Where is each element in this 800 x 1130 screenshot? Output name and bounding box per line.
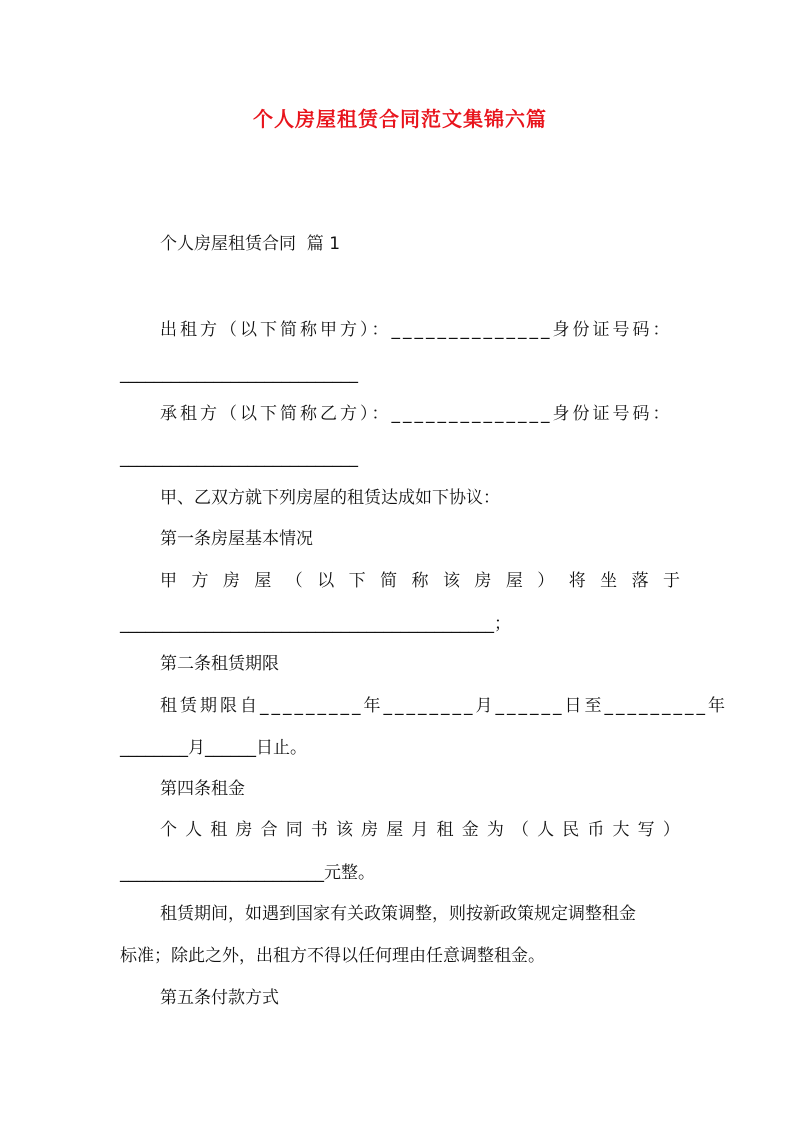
article-4-char: 月: [411, 820, 429, 840]
article-4-char: 合: [260, 820, 278, 840]
article-1-char: 以: [317, 571, 335, 591]
article-5-title: 第五条付款方式: [160, 988, 279, 1008]
article-4-char: 个: [160, 820, 177, 840]
article-4-char: 币: [587, 820, 605, 840]
article-2-line-2: ________月______日止。: [120, 738, 307, 758]
section-heading: 个人房屋租赁合同 篇 1: [160, 234, 341, 254]
article-4-char: 写: [637, 820, 655, 840]
article-4-char: 为: [486, 820, 504, 840]
article-4-char: ）: [662, 820, 680, 840]
article-4-title: 第四条租金: [160, 779, 245, 799]
article-1-char: 甲: [160, 571, 177, 591]
article-1-char: 方: [191, 571, 209, 591]
article-4-char: 书: [310, 820, 328, 840]
article-4-char: 同: [285, 820, 303, 840]
document-title: 个人房屋租赁合同范文集锦六篇: [253, 107, 547, 131]
article-1-char: 简: [380, 571, 398, 591]
agreement-line: 甲、乙双方就下列房屋的租赁达成如下协议：: [160, 488, 500, 508]
article-4-char: 人: [185, 820, 203, 840]
article-1-char: 屋: [505, 571, 523, 591]
article-4-text: [160, 818, 680, 842]
article-1-char: （: [285, 571, 303, 591]
article-4-paragraph-line-1: 租赁期间，如遇到国家有关政策调整，则按新政策规定调整租金: [160, 904, 636, 924]
article-4-char: 租: [436, 820, 454, 840]
lessee-id-blank: ____________________________: [120, 448, 358, 468]
article-1-char: 将: [568, 571, 586, 591]
article-4-char: 该: [335, 820, 353, 840]
article-1-char: 于: [663, 571, 680, 591]
article-1-char: 该: [442, 571, 460, 591]
article-1-char: 下: [348, 571, 366, 591]
article-2-line-1: 租赁期限自_________年________月______日至_________年: [160, 696, 728, 716]
article-4-char: 房: [235, 820, 253, 840]
article-4-char: 房: [361, 820, 379, 840]
article-1-char: ）: [537, 571, 555, 591]
article-2-title: 第二条租赁期限: [160, 654, 279, 674]
article-4-char: （: [511, 820, 529, 840]
article-1-char: 屋: [254, 571, 272, 591]
article-4-char: 人: [537, 820, 555, 840]
article-4-char: 屋: [386, 820, 404, 840]
article-4-paragraph-line-2: 标准；除此之外，出租方不得以任何理由任意调整租金。: [120, 946, 545, 966]
article-1-char: 坐: [600, 571, 618, 591]
article-1-blank: ____________________________________________；: [120, 614, 511, 634]
article-4-char: 大: [612, 820, 630, 840]
lessor-id-blank: ____________________________: [120, 364, 358, 384]
article-4-char: 民: [562, 820, 580, 840]
article-1-char: 称: [411, 571, 429, 591]
lessor-line: 出租方（以下简称甲方）：______________身份证号码：: [160, 320, 673, 340]
article-1-char: 落: [631, 571, 649, 591]
article-1-text: [160, 569, 680, 593]
article-4-char: 租: [210, 820, 228, 840]
article-1-char: 房: [222, 571, 240, 591]
article-4-blank: ________________________元整。: [120, 863, 375, 883]
lessee-line: 承租方（以下简称乙方）：______________身份证号码：: [160, 404, 673, 424]
article-1-char: 房: [474, 571, 492, 591]
article-1-title: 第一条房屋基本情况: [160, 529, 313, 549]
article-4-char: 金: [461, 820, 479, 840]
